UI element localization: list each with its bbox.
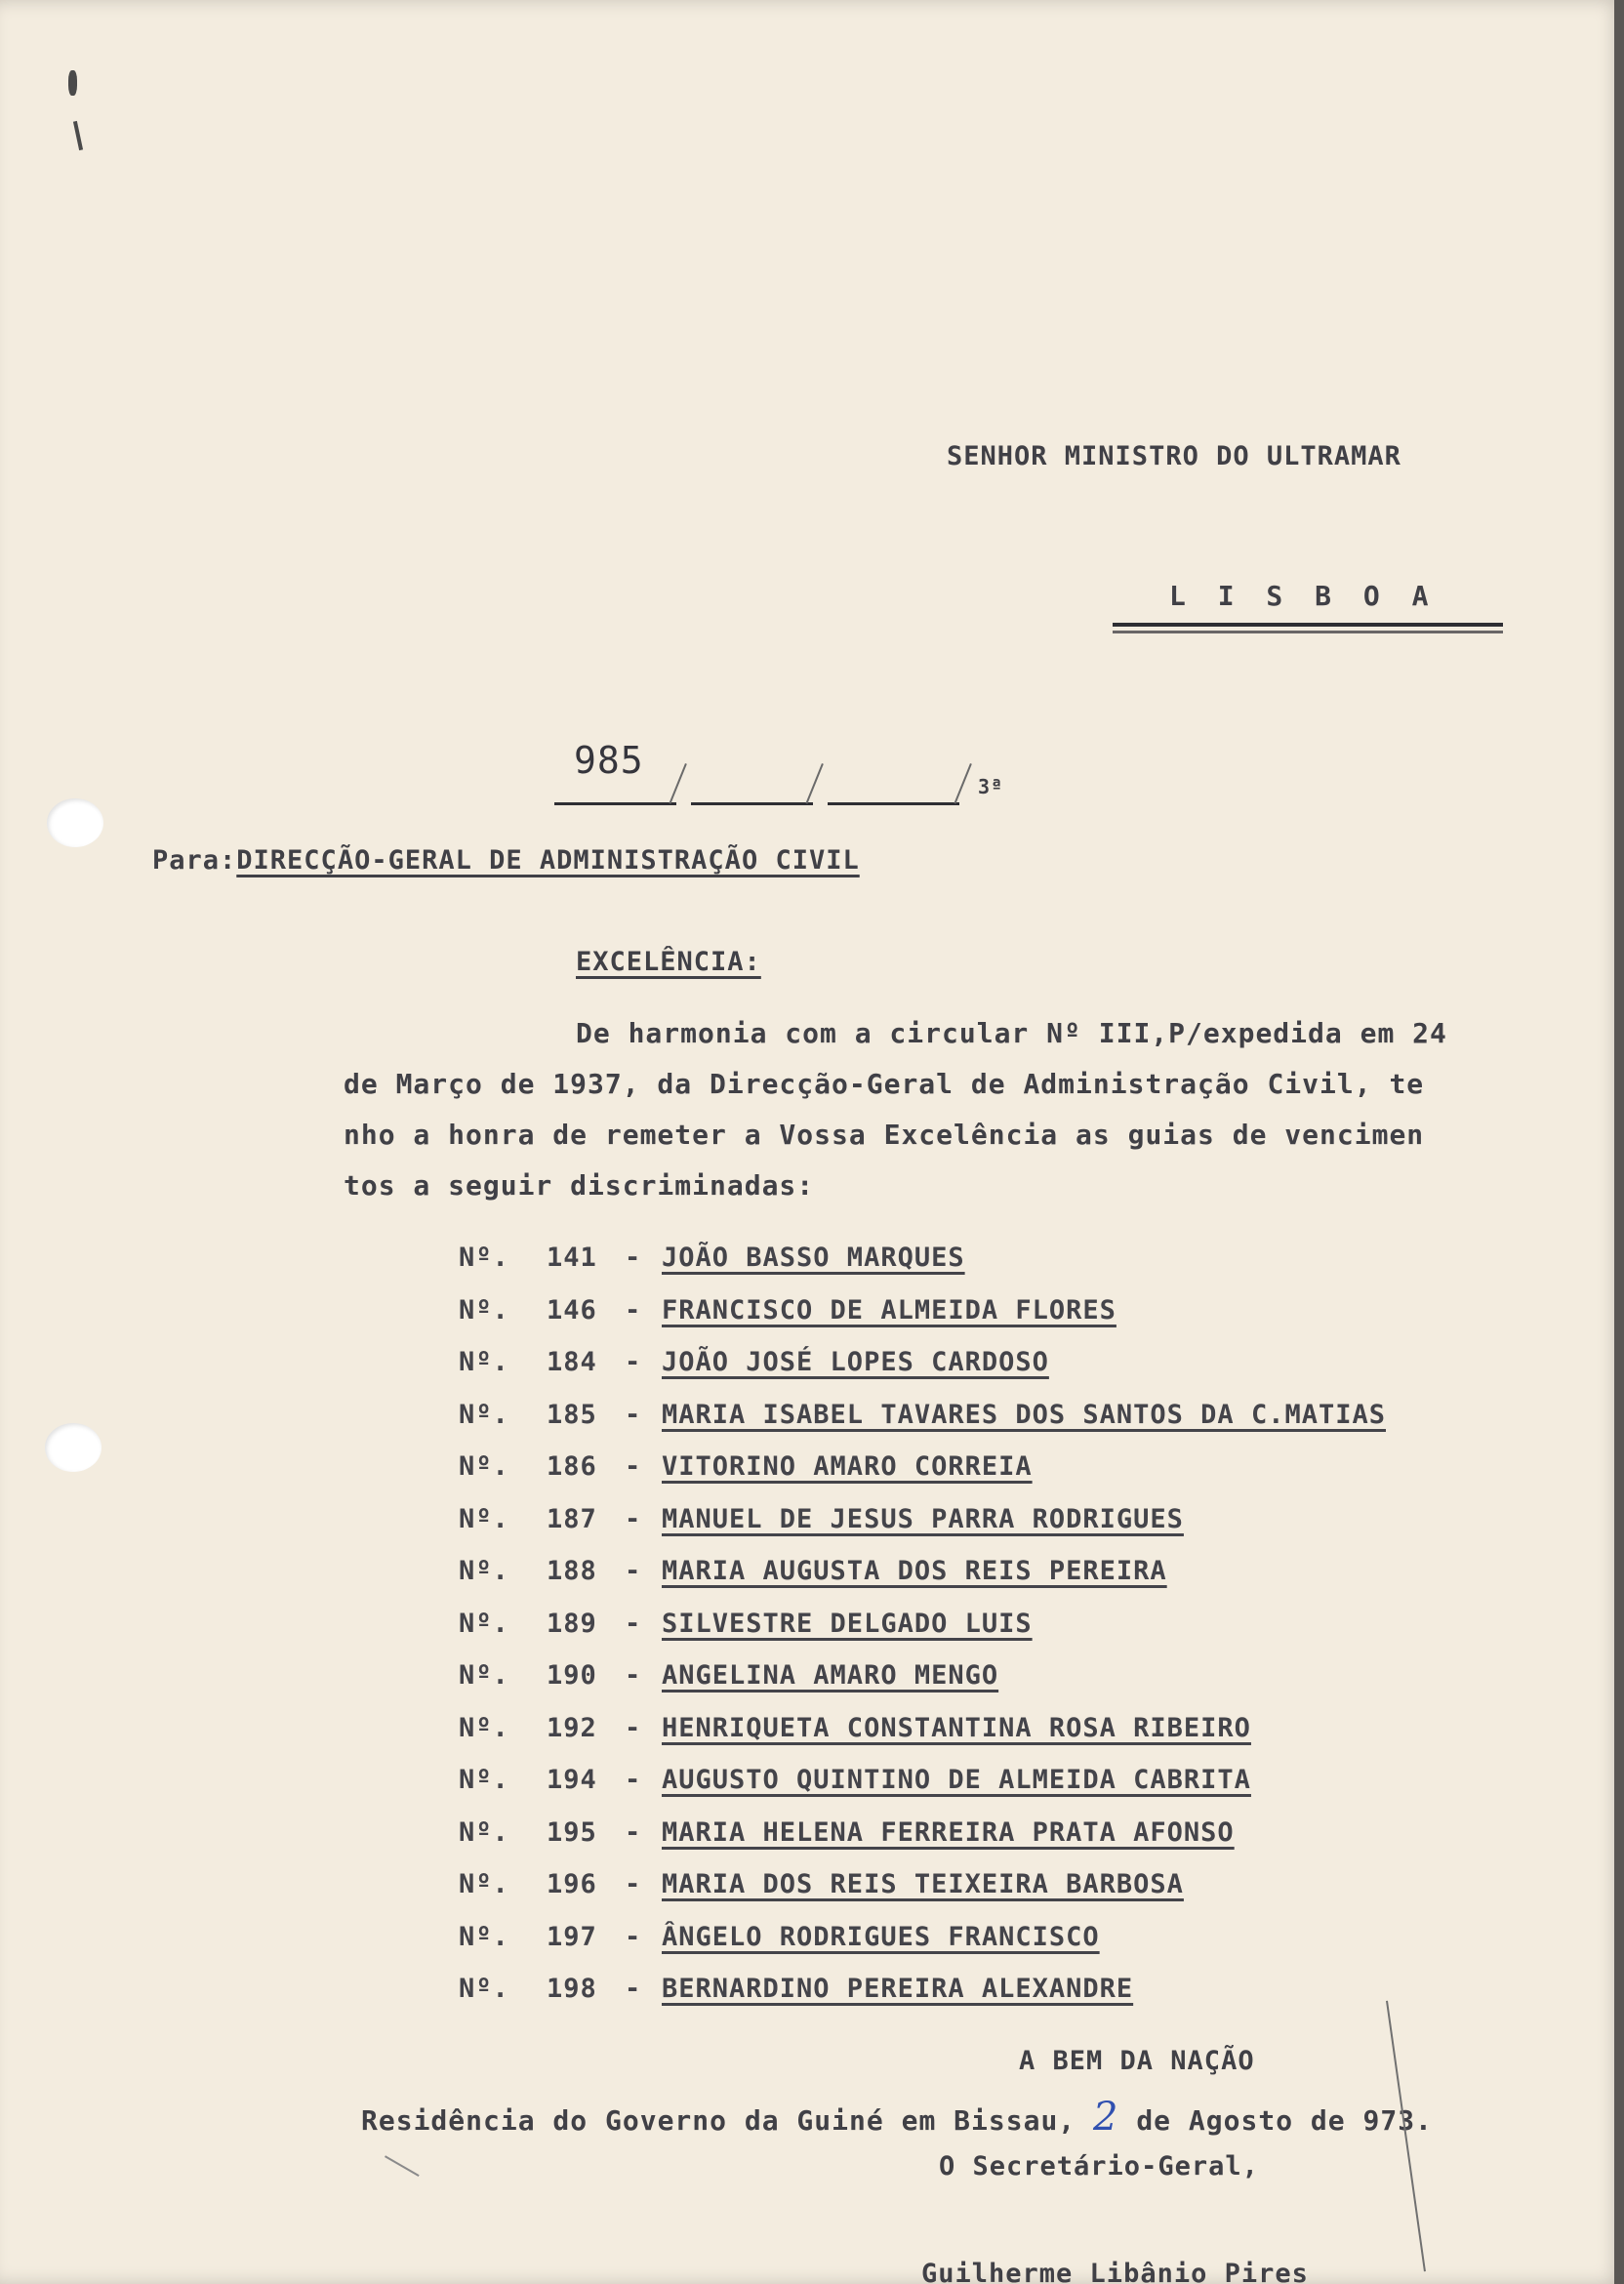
entry-number: 184 [547,1347,597,1378]
entry-name: MARIA HELENA FERREIRA PRATA AFONSO [662,1816,1235,1848]
entry-number: 185 [547,1399,597,1430]
reference-suffix: 3ª [978,775,1004,798]
entry-number: 186 [547,1451,597,1483]
punch-hole [47,798,103,847]
entry-number: 141 [547,1243,597,1274]
entry-number: 198 [547,1974,597,2005]
list-item [459,1963,1386,2016]
list-item [459,1911,1386,1964]
to-line [152,845,860,876]
entry-name: JOÃO BASSO MARQUES [662,1243,965,1274]
entry-name: MARIA ISABEL TAVARES DOS SANTOS DA C.MATIAS [662,1399,1386,1430]
list-item [459,1858,1386,1911]
page-edge-shadow [1614,0,1624,2284]
list-item [459,1545,1386,1598]
entry-name: VITORINO AMARO CORREIA [662,1451,1033,1483]
entry-number-label: Nº. [459,1974,509,2005]
paragraph-line: tos a seguir discriminadas: [344,1169,815,1202]
entry-number: 194 [547,1765,597,1796]
list-item [459,1285,1386,1337]
entry-list [459,1232,1386,2016]
entry-number: 190 [547,1660,597,1692]
entry-name: MARIA AUGUSTA DOS REIS PEREIRA [662,1556,1167,1587]
paragraph-line: de Março de 1937, da Direcção-Geral de Administração Civil, te [344,1068,1425,1100]
entry-number: 197 [547,1921,597,1952]
place-date-prefix: Residência do Governo da Guiné em Bissau, [361,2104,1076,2137]
to-label: Para: [152,845,237,876]
pen-stroke [385,2155,420,2177]
entry-dash: - [625,1816,642,1848]
entry-number: 146 [547,1294,597,1326]
entry-number: 188 [547,1556,597,1587]
city-line: L I S B O A [1169,580,1437,612]
city-underline [1113,631,1503,633]
entry-dash: - [625,1660,642,1692]
salutation: EXCELÊNCIA: [576,947,761,977]
entry-number-label: Nº. [459,1294,509,1326]
reference-field-line [554,802,676,805]
slash-mark [806,763,824,804]
entry-number-label: Nº. [459,1243,509,1274]
closing-motto: A BEM DA NAÇÃO [1019,2046,1255,2076]
entry-name: SILVESTRE DELGADO LUIS [662,1608,1033,1639]
slash-mark [954,763,972,804]
entry-name: HENRIQUETA CONSTANTINA ROSA RIBEIRO [662,1712,1251,1743]
entry-name: BERNARDINO PEREIRA ALEXANDRE [662,1974,1134,2005]
entry-number: 195 [547,1816,597,1848]
entry-number-label: Nº. [459,1765,509,1796]
entry-number-label: Nº. [459,1347,509,1378]
entry-dash: - [625,1712,642,1743]
entry-dash: - [625,1503,642,1534]
entry-dash: - [625,1921,642,1952]
entry-dash: - [625,1399,642,1430]
entry-number: 196 [547,1869,597,1900]
paragraph-line: De harmonia com a circular Nº III,P/expedida em 24 [576,1017,1447,1049]
entry-number-label: Nº. [459,1660,509,1692]
entry-number: 189 [547,1608,597,1639]
entry-name: JOÃO JOSÉ LOPES CARDOSO [662,1347,1049,1378]
entry-dash: - [625,1243,642,1274]
entry-number-label: Nº. [459,1556,509,1587]
reference-field-line [828,802,959,805]
entry-dash: - [625,1556,642,1587]
signatory-title: O Secretário-Geral, [939,2151,1259,2182]
list-item [459,1389,1386,1442]
entry-number-label: Nº. [459,1921,509,1952]
list-item [459,1232,1386,1285]
place-date-line [361,2095,1433,2140]
list-item [459,1650,1386,1702]
entry-dash: - [625,1608,642,1639]
entry-name: FRANCISCO DE ALMEIDA FLORES [662,1294,1116,1326]
entry-dash: - [625,1869,642,1900]
signatory-name: Guilherme Libânio Pires [921,2259,1309,2284]
entry-name: MANUEL DE JESUS PARRA RODRIGUES [662,1503,1184,1534]
entry-number-label: Nº. [459,1399,509,1430]
list-item [459,1702,1386,1755]
list-item [459,1598,1386,1651]
entry-number-label: Nº. [459,1869,509,1900]
list-item [459,1807,1386,1859]
entry-dash: - [625,1347,642,1378]
ink-mark [73,121,83,150]
entry-number: 187 [547,1503,597,1534]
entry-name: AUGUSTO QUINTINO DE ALMEIDA CABRITA [662,1765,1251,1796]
entry-number-label: Nº. [459,1451,509,1483]
reference-number: 985 [574,739,644,782]
list-item [459,1336,1386,1389]
recipient-line: SENHOR MINISTRO DO ULTRAMAR [947,441,1401,471]
punch-hole [45,1423,102,1472]
list-item [459,1754,1386,1807]
entry-name: MARIA DOS REIS TEIXEIRA BARBOSA [662,1869,1184,1900]
city-underline [1113,623,1503,627]
entry-dash: - [625,1294,642,1326]
entry-dash: - [625,1974,642,2005]
handwritten-day: 2 [1093,2095,1119,2140]
slash-mark [670,763,687,804]
entry-number-label: Nº. [459,1503,509,1534]
to-department: DIRECÇÃO-GERAL DE ADMINISTRAÇÃO CIVIL [236,845,860,876]
list-item [459,1493,1386,1546]
entry-name: ÂNGELO RODRIGUES FRANCISCO [662,1921,1100,1952]
entry-number: 192 [547,1712,597,1743]
entry-name: ANGELINA AMARO MENGO [662,1660,999,1692]
entry-dash: - [625,1451,642,1483]
ink-mark [68,70,77,96]
entry-number-label: Nº. [459,1816,509,1848]
paragraph-line: nho a honra de remeter a Vossa Excelência as guias de vencimen [344,1119,1425,1151]
reference-field-line [691,802,813,805]
entry-number-label: Nº. [459,1608,509,1639]
entry-dash: - [625,1765,642,1796]
list-item [459,1441,1386,1493]
entry-number-label: Nº. [459,1712,509,1743]
place-date-suffix: de Agosto de 973. [1136,2104,1433,2137]
